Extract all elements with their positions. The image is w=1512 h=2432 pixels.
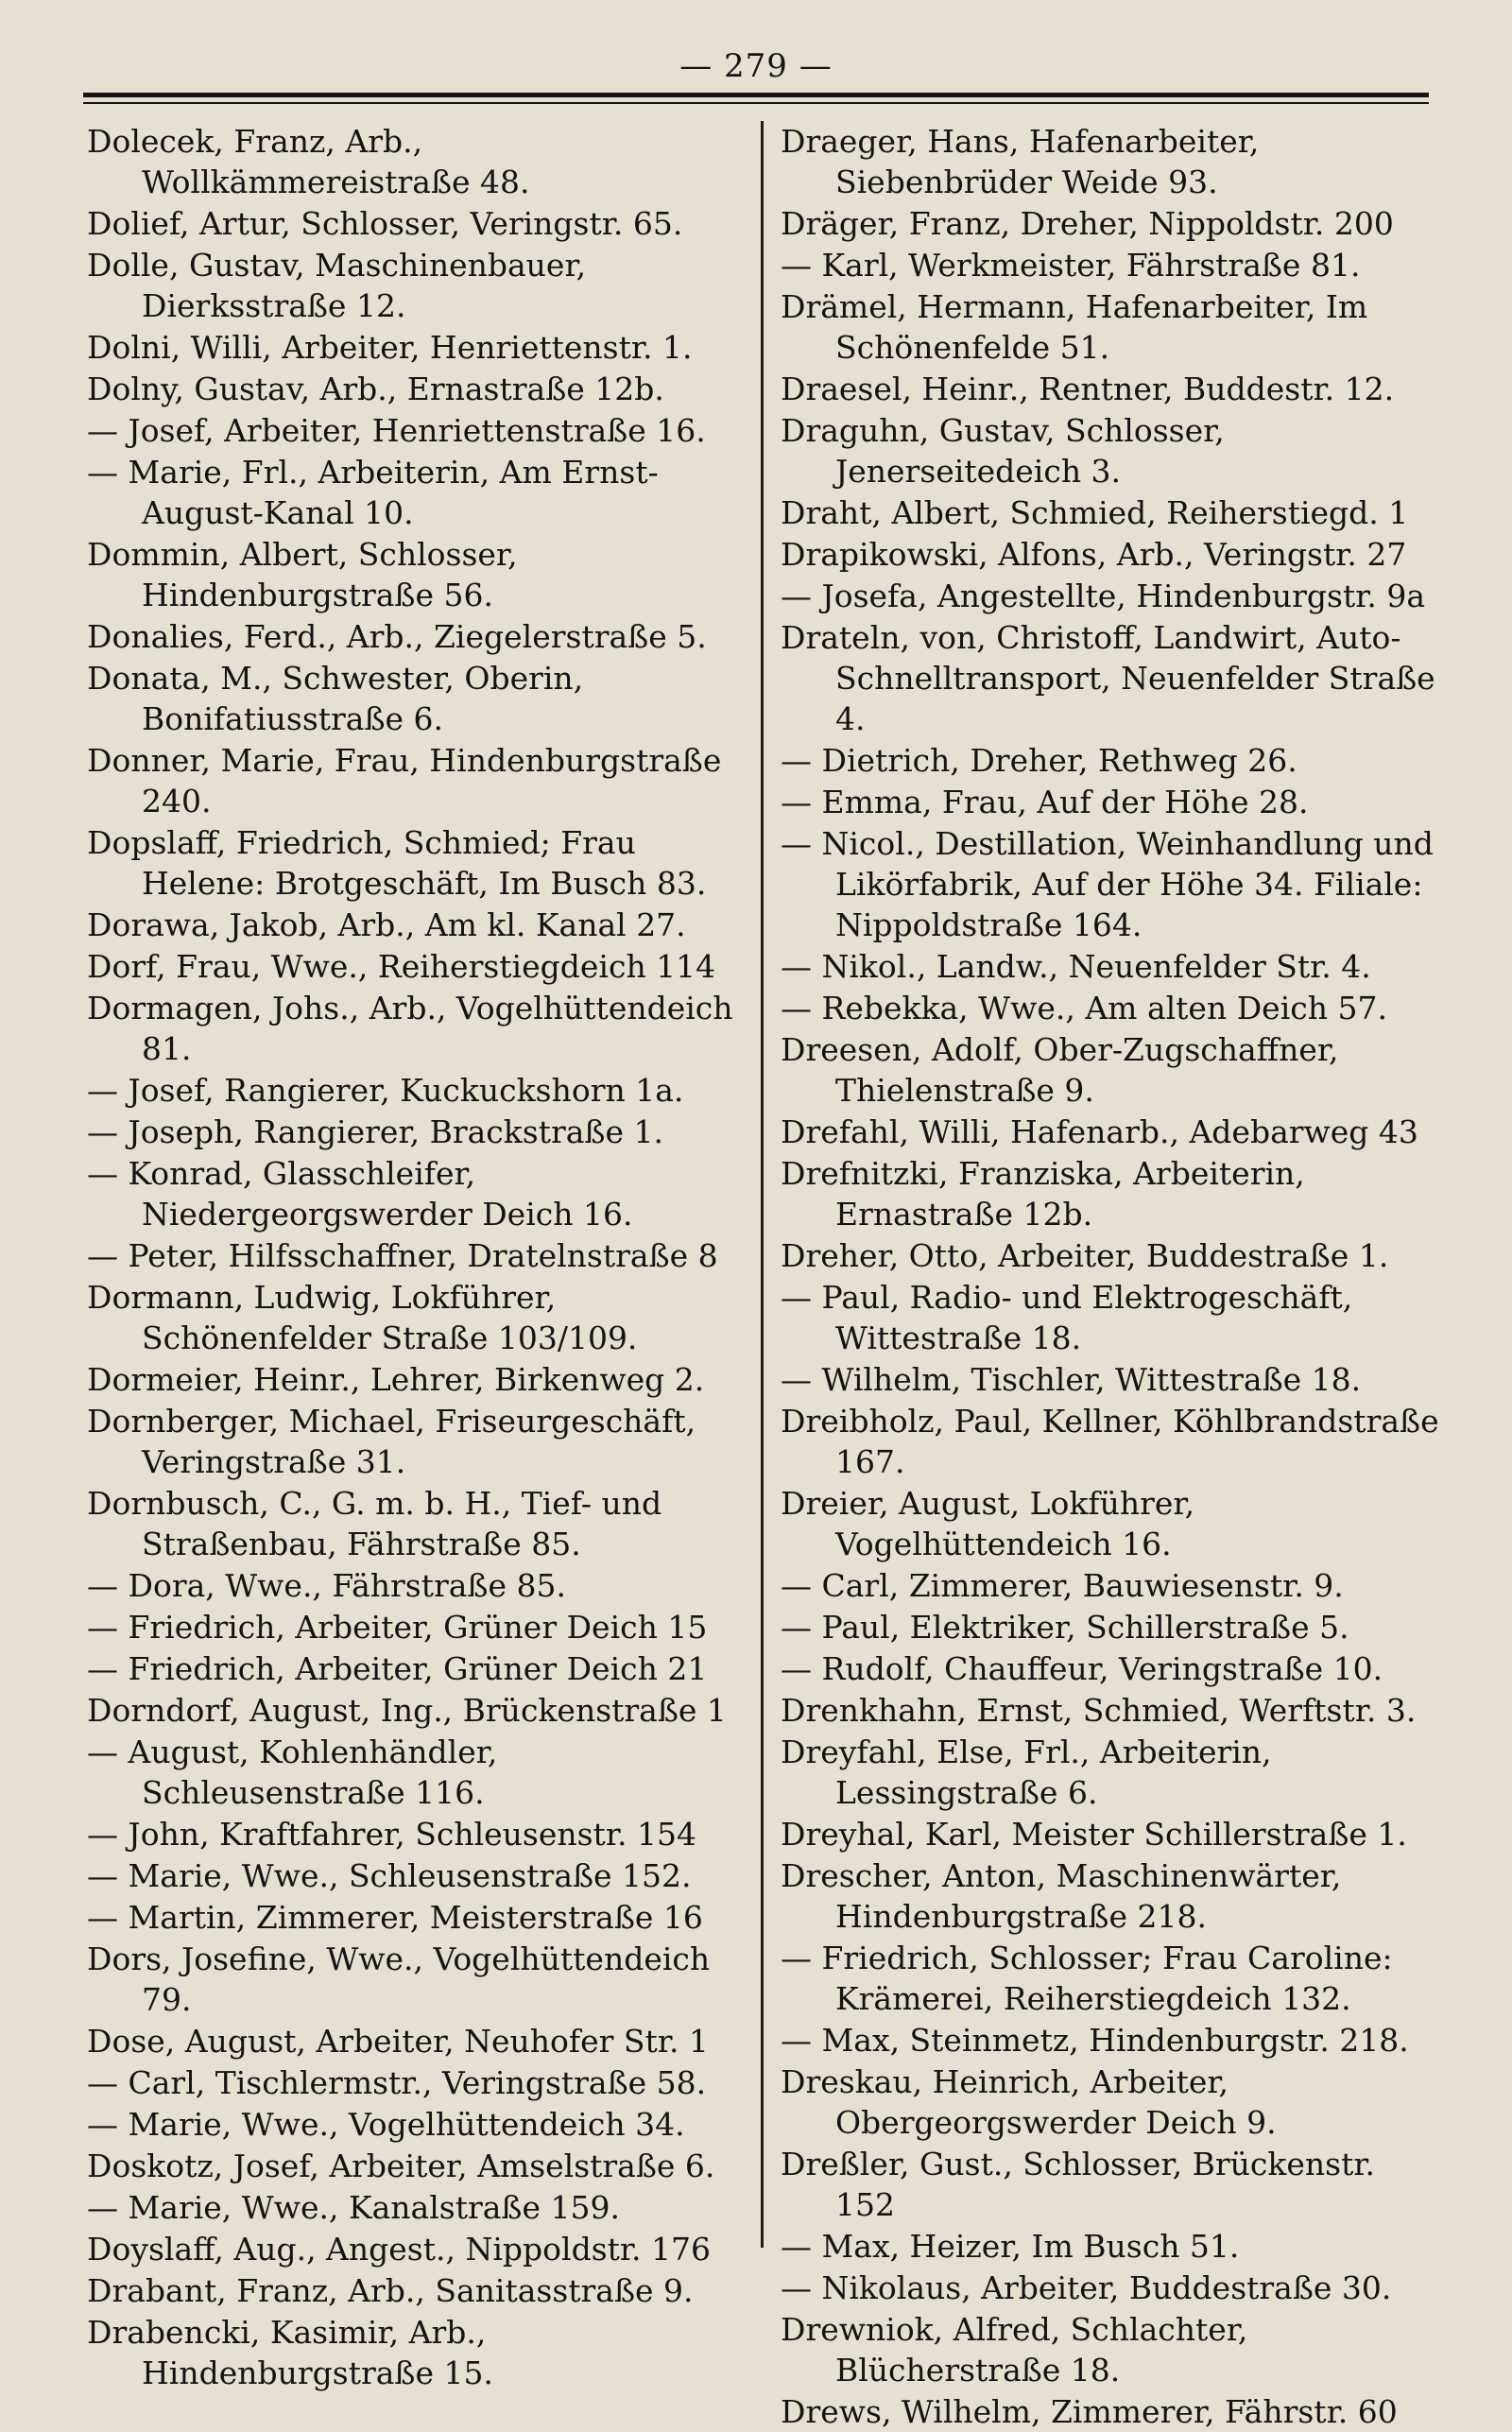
directory-entry: — Peter, Hilfsschaffner, Dratelnstraße 8 <box>87 1237 718 1274</box>
right-column <box>781 121 1442 2430</box>
directory-entry: Drabant, Franz, Arb., Sanitasstraße 9. <box>87 2272 694 2309</box>
directory-entry: Donner, Marie, Frau, Hindenburgstraße 240. <box>87 742 722 819</box>
directory-entry: Dopslaff, Friedrich, Schmied; Frau Helene: Brotgeschäft, Im Busch 83. <box>87 824 707 902</box>
directory-entry: — John, Kraftfahrer, Schleusenstr. 154 <box>87 1816 696 1853</box>
directory-entry: Dreyfahl, Else, Frl., Arbeiterin, Lessingstraße 6. <box>781 1733 1272 1811</box>
directory-entry: Dreskau, Heinrich, Arbeiter, Obergeorgswerder Deich 9. <box>781 2063 1277 2141</box>
directory-entry: Drefnitzki, Franziska, Arbeiterin, Ernastraße 12b. <box>781 1155 1305 1233</box>
directory-entry: Draht, Albert, Schmied, Reiherstiegd. 1 <box>781 494 1409 531</box>
directory-entry: Drabencki, Kasimir, Arb., Hindenburgstraße 15. <box>87 2314 493 2391</box>
directory-entry: Donalies, Ferd., Arb., Ziegelerstraße 5. <box>87 618 707 655</box>
directory-entry: — Max, Heizer, Im Busch 51. <box>781 2228 1240 2265</box>
directory-entry: Drenkhahn, Ernst, Schmied, Werftstr. 3. <box>781 1692 1417 1729</box>
directory-entry: Dreher, Otto, Arbeiter, Buddestraße 1. <box>781 1237 1389 1274</box>
directory-entry: — Paul, Elektriker, Schillerstraße 5. <box>781 1609 1349 1646</box>
directory-entry: — Friedrich, Schlosser; Frau Caroline: Krämerei, Reiherstiegdeich 132. <box>781 1940 1393 2017</box>
directory-entry: — Wilhelm, Tischler, Wittestraße 18. <box>781 1361 1362 1398</box>
directory-entry: — Nikolaus, Arbeiter, Buddestraße 30. <box>781 2269 1392 2306</box>
directory-entry: Dreesen, Adolf, Ober-Zugschaffner, Thielenstraße 9. <box>781 1031 1339 1109</box>
directory-entry: Drefahl, Willi, Hafenarb., Adebarweg 43 <box>781 1113 1418 1150</box>
directory-entry: Dolni, Willi, Arbeiter, Henriettenstr. 1. <box>87 329 693 366</box>
header-rule-thin <box>83 102 1429 104</box>
directory-entry: — Rebekka, Wwe., Am alten Deich 57. <box>781 990 1387 1026</box>
directory-entry: — Josef, Arbeiter, Henriettenstraße 16. <box>87 412 706 449</box>
directory-entry: Draguhn, Gustav, Schlosser, Jenerseitedeich 3. <box>781 412 1225 490</box>
directory-entry: — Nikol., Landw., Neuenfelder Str. 4. <box>781 948 1371 985</box>
directory-entry: — Joseph, Rangierer, Brackstraße 1. <box>87 1113 663 1150</box>
directory-entry: Donata, M., Schwester, Oberin, Bonifatiusstraße 6. <box>87 660 584 737</box>
directory-entry: Dolecek, Franz, Arb., Wollkämmereistraße 48. <box>87 123 530 200</box>
directory-entry: — Friedrich, Arbeiter, Grüner Deich 15 <box>87 1609 708 1646</box>
directory-entry: — Carl, Tischlermstr., Veringstraße 58. <box>87 2064 707 2101</box>
directory-entry: — Rudolf, Chauffeur, Veringstraße 10. <box>781 1650 1383 1687</box>
directory-entry: Dormeier, Heinr., Lehrer, Birkenweg 2. <box>87 1361 705 1398</box>
directory-entry: Dreibholz, Paul, Kellner, Köhlbrandstraße 167. <box>781 1403 1439 1480</box>
directory-entry: — Karl, Werkmeister, Fährstraße 81. <box>781 247 1361 284</box>
directory-entry: Draesel, Heinr., Rentner, Buddestr. 12. <box>781 371 1395 407</box>
directory-entry: — Nicol., Destillation, Weinhandlung und Likörfabrik, Auf der Höhe 34. Filiale: Nippoldstraße 164. <box>781 825 1434 943</box>
directory-entry: — August, Kohlenhändler, Schleusenstraße 116. <box>87 1733 498 1811</box>
directory-entry: Dolny, Gustav, Arb., Ernastraße 12b. <box>87 371 664 407</box>
directory-entry: — Marie, Frl., Arbeiterin, Am Ernst-August-Kanal 10. <box>87 454 659 531</box>
header-rule-thick <box>83 93 1429 97</box>
directory-entry: Drämel, Hermann, Hafenarbeiter, Im Schönenfelde 51. <box>781 288 1368 366</box>
directory-entry: Drews, Wilhelm, Zimmerer, Fährstr. 60 <box>781 2393 1398 2430</box>
directory-entry: Dolief, Artur, Schlosser, Veringstr. 65. <box>87 205 683 242</box>
directory-entry: Dreyhal, Karl, Meister Schillerstraße 1. <box>781 1816 1407 1853</box>
directory-entry: — Dietrich, Dreher, Rethweg 26. <box>781 742 1297 779</box>
column-divider <box>761 121 764 2248</box>
directory-entry: Dornbusch, C., G. m. b. H., Tief- und Straßenbau, Fährstraße 85. <box>87 1485 662 1562</box>
directory-entry: Dräger, Franz, Dreher, Nippoldstr. 200 <box>781 205 1394 242</box>
directory-entry: Dors, Josefine, Wwe., Vogelhüttendeich 79. <box>87 1940 711 2018</box>
page-number: — 279 — <box>679 47 833 85</box>
directory-entry: Draeger, Hans, Hafenarbeiter, Siebenbrüder Weide 93. <box>781 123 1260 200</box>
directory-entry: — Martin, Zimmerer, Meisterstraße 16 <box>87 1899 703 1936</box>
directory-entry: Dornberger, Michael, Friseurgeschäft, Veringstraße 31. <box>87 1403 696 1480</box>
directory-entry: Drateln, von, Christoff, Landwirt, Auto-Schnelltransport, Neuenfelder Straße 4. <box>781 619 1435 737</box>
directory-entry: — Konrad, Glasschleifer, Niedergeorgswerder Deich 16. <box>87 1155 633 1233</box>
directory-entry: Dommin, Albert, Schlosser, Hindenburgstraße 56. <box>87 536 518 613</box>
left-column <box>87 121 748 2391</box>
directory-entry: Dreßler, Gust., Schlosser, Brückenstr. 152 <box>781 2146 1375 2223</box>
directory-entry: Doyslaff, Aug., Angest., Nippoldstr. 176 <box>87 2231 711 2268</box>
directory-entry: Dorndorf, August, Ing., Brückenstraße 1 <box>87 1692 727 1729</box>
directory-entry: Dormann, Ludwig, Lokführer, Schönenfelder Straße 103/109. <box>87 1279 638 1356</box>
directory-entry: — Friedrich, Arbeiter, Grüner Deich 21 <box>87 1650 708 1687</box>
directory-entry: — Carl, Zimmerer, Bauwiesenstr. 9. <box>781 1567 1344 1604</box>
directory-entry: Dolle, Gustav, Maschinenbauer, Dierksstraße 12. <box>87 247 587 324</box>
directory-entry: — Marie, Wwe., Kanalstraße 159. <box>87 2189 620 2226</box>
directory-entry: Dorf, Frau, Wwe., Reiherstiegdeich 114 <box>87 948 716 985</box>
directory-entry: Doskotz, Josef, Arbeiter, Amselstraße 6. <box>87 2147 715 2184</box>
directory-entry: — Dora, Wwe., Fährstraße 85. <box>87 1567 566 1604</box>
directory-entry: Drescher, Anton, Maschinenwärter, Hindenburgstraße 218. <box>781 1857 1342 1935</box>
directory-entry: Drapikowski, Alfons, Arb., Veringstr. 27 <box>781 536 1407 573</box>
directory-entry: Dorawa, Jakob, Arb., Am kl. Kanal 27. <box>87 906 686 943</box>
directory-entry: — Josefa, Angestellte, Hindenburgstr. 9a <box>781 578 1426 614</box>
directory-entry: — Paul, Radio- und Elektrogeschäft, Wittestraße 18. <box>781 1279 1353 1356</box>
directory-entry: — Marie, Wwe., Schleusenstraße 152. <box>87 1857 692 1894</box>
directory-entry: — Max, Steinmetz, Hindenburgstr. 218. <box>781 2022 1409 2059</box>
directory-entry: Dreier, August, Lokführer, Vogelhüttendeich 16. <box>781 1485 1195 1562</box>
directory-entry: Dose, August, Arbeiter, Neuhofer Str. 1 <box>87 2023 709 2060</box>
directory-entry: — Emma, Frau, Auf der Höhe 28. <box>781 784 1309 820</box>
directory-entry: — Josef, Rangierer, Kuckuckshorn 1a. <box>87 1072 684 1109</box>
directory-entry: Dormagen, Johs., Arb., Vogelhüttendeich 81. <box>87 990 733 1067</box>
directory-entry: Drewniok, Alfred, Schlachter, Blücherstraße 18. <box>781 2311 1248 2389</box>
directory-entry: — Marie, Wwe., Vogelhüttendeich 34. <box>87 2106 685 2143</box>
